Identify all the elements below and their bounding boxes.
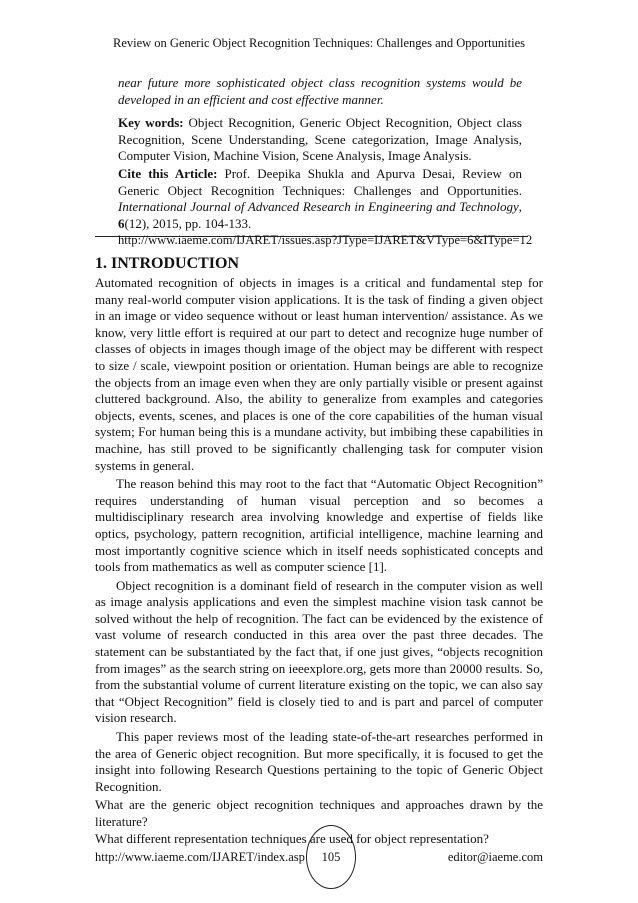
- paragraph: Automated recognition of objects in images is a critical and fundamental step for many real-world computer vision applications. It is the task of finding a given object in an image or video sequence without or least human intervention/ assistance. As we know, very little effort is required at our part to detect and recognize huge number of classes of objects in images though image of the object may be different with respect to size / scale, viewpoint position or orientation. Human beings are able to recognize the objects from an image even when they are only partially visible or present against cluttered background. Also, the ability to generalize from examples and categories objects, events, scenes, and places is one of the core capabilities of the human visual system; For human being this is a mundane activity, but imbibing these capabilities in machine, has still proved to be significantly challenging task for computer vision systems in general.: [95, 275, 543, 473]
- citation-volume: 6: [118, 215, 125, 231]
- citation-journal-sep: ,: [518, 199, 522, 215]
- keywords-text: Object Recognition, Generic Object Recognition, Object class Recognition, Scene Understanding, Scene categorization, Image Analysis, Computer Vision, Machine Vision, Scene Analysis, Image Analysis.: [118, 115, 522, 164]
- footer-email[interactable]: editor@iaeme.com: [447, 850, 543, 864]
- keywords-label: Key words:: [118, 115, 184, 130]
- paragraph: Object recognition is a dominant field of research in the computer vision as well as image analysis applications and even the simplest machine vision task cannot be solved without the help of recognition. The fact can be evidenced by the existence of vast volume of research conducted in this area over the past three decades. The statement can be substantiated by the fact that, if one just gives, “objects recognition from images” as the search string on ieeexplore.org, gets more than 20000 results. So, from the substantial volume of current literature existing on the topic, we can also say that “Object Recognition” field is closely tied to and is part and parcel of computer vision research.: [95, 577, 543, 726]
- keywords: [118, 115, 522, 165]
- section-title: 1. INTRODUCTION: [95, 255, 240, 272]
- body-text: [95, 275, 543, 847]
- running-header: Review on Generic Object Recognition Techniques: Challenges and Opportunities: [113, 36, 525, 50]
- footer-url[interactable]: http://www.iaeme.com/IJARET/index.asp: [95, 850, 305, 864]
- citation-authors: Prof. Deepika Shukla and Apurva Desai, Review on Generic Object Recognition Techniques: Challenges and Opportunities.: [118, 166, 522, 198]
- page-number-text: 105: [321, 849, 341, 864]
- paragraph: This paper reviews most of the leading state-of-the-art researches performed in the area of Generic object recognition. But more specifically, it is focused to get the insight into following Research Questions pertaining to the topic of Generic Object Recognition.: [95, 729, 543, 794]
- section-divider: [95, 236, 528, 237]
- page-number: [306, 825, 356, 889]
- citation-issue-pages: (12), 2015, pp. 104-133.: [124, 215, 252, 231]
- citation-label: Cite this Article:: [118, 166, 218, 181]
- research-question: What are the generic object recognition techniques and approaches drawn by the literature?: [95, 797, 543, 829]
- abstract-tail: near future more sophisticated object class recognition systems would be developed in an efficient and cost effective manner.: [118, 75, 522, 107]
- citation-journal: International Journal of Advanced Research in Engineering and Technology: [118, 199, 519, 215]
- paragraph: The reason behind this may root to the fact that “Automatic Object Recognition” requires understanding of human visual perception and so becomes a multidisciplinary research area involving knowledge and expertise of fields like optics, psychology, pattern recognition, artificial intelligence, machine learning and most importantly cognitive science which in itself needs sophisticated concepts and tools from mathematics as well as computer science [1].: [95, 476, 543, 575]
- citation-url[interactable]: http://www.iaeme.com/IJARET/issues.asp?JType=IJARET&VType=6&IType=12: [118, 233, 533, 248]
- research-question: What different representation techniques are used for object representation?: [95, 830, 489, 846]
